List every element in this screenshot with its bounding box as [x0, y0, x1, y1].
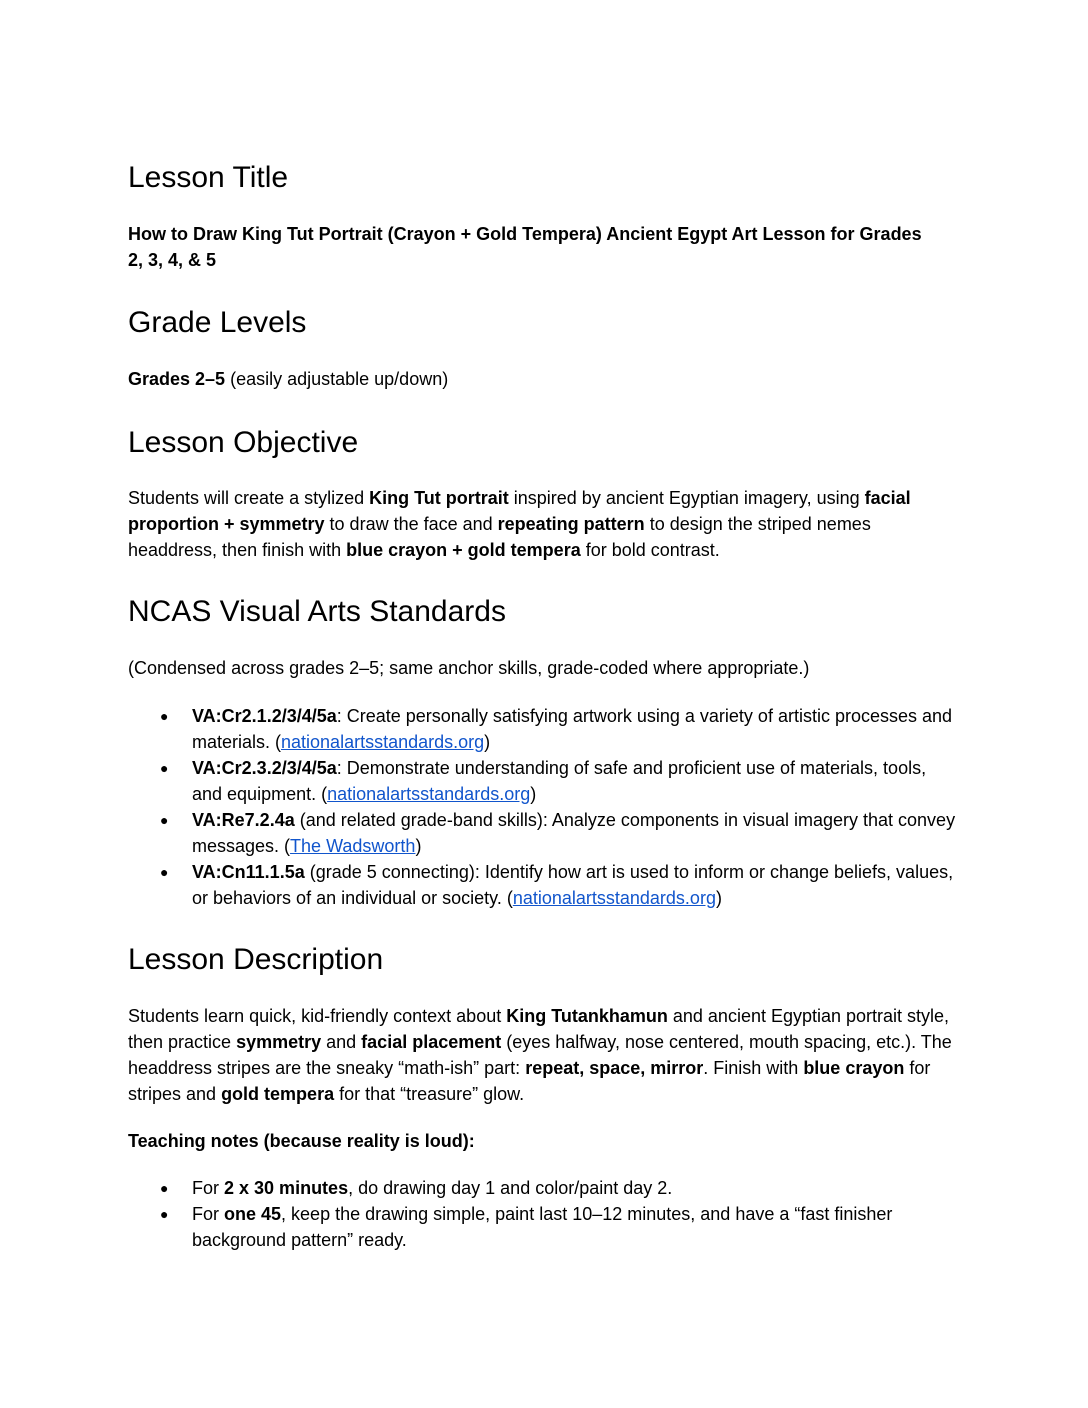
standards-intro: (Condensed across grades 2–5; same anchor skills, grade-coded where appropriate.)	[128, 658, 810, 678]
list-item: ● VA:Cr2.1.2/3/4/5a: Create personally satisfying artwork using a variety of artistic processes and materials. (nationalartsstandards.org)	[128, 703, 958, 755]
lesson-title-text: How to Draw King Tut Portrait (Crayon + Gold Tempera) Ancient Egypt Art Lesson for Grades 2, 3, 4, & 5	[128, 224, 922, 270]
list-item: ● VA:Cr2.3.2/3/4/5a: Demonstrate understanding of safe and proficient use of materials, tools, and equipment. (nationalartsstandards.org)	[128, 755, 958, 807]
lesson-objective-heading: Lesson Objective	[128, 426, 359, 459]
lesson-objective-text: Students will create a stylized King Tut portrait inspired by ancient Egyptian imagery, using facial proportion + symmetry to draw the face and repeating pattern to design the striped nemes headdress, then finish with blue crayon + gold tempera for bold contrast.	[128, 488, 911, 560]
teaching-notes-heading: Teaching notes (because reality is loud):	[128, 1131, 475, 1151]
list-item: ● For one 45, keep the drawing simple, paint last 10–12 minutes, and have a “fast finisher background pattern” ready.	[128, 1201, 958, 1253]
lesson-description-text: Students learn quick, kid-friendly context about King Tutankhamun and ancient Egyptian portrait style, then practice symmetry and facial placement (eyes halfway, nose centered, mouth spacing, etc.). The headdress stripes are the sneaky “math-ish” part: repeat, space, mirror. Finish with blue crayon for stripes and gold tempera for that “treasure” glow.	[128, 1006, 952, 1104]
lesson-title-heading: Lesson Title	[128, 161, 289, 194]
lesson-description-heading: Lesson Description	[128, 943, 384, 976]
list-item: ● For 2 x 30 minutes, do drawing day 1 and color/paint day 2.	[128, 1175, 958, 1201]
grade-levels-text: Grades 2–5 (easily adjustable up/down)	[128, 369, 449, 389]
list-item: ● VA:Cn11.1.5a (grade 5 connecting): Identify how art is used to inform or change beliefs, values, or behaviors of an individual or society. (nationalartsstandards.org)	[128, 859, 958, 911]
standard-source-link[interactable]: nationalartsstandards.org	[512, 888, 716, 908]
teaching-notes-list	[128, 1175, 958, 1253]
grade-levels-heading: Grade Levels	[128, 306, 307, 339]
standard-source-link[interactable]: nationalartsstandards.org	[281, 732, 485, 752]
standard-source-link[interactable]: nationalartsstandards.org	[327, 784, 531, 804]
standards-list	[128, 703, 958, 911]
standard-source-link[interactable]: The Wadsworth	[290, 836, 416, 856]
list-item: ● VA:Re7.2.4a (and related grade-band skills): Analyze components in visual imagery that convey messages. (The Wadsworth)	[128, 807, 958, 859]
standards-heading: NCAS Visual Arts Standards	[128, 595, 506, 628]
